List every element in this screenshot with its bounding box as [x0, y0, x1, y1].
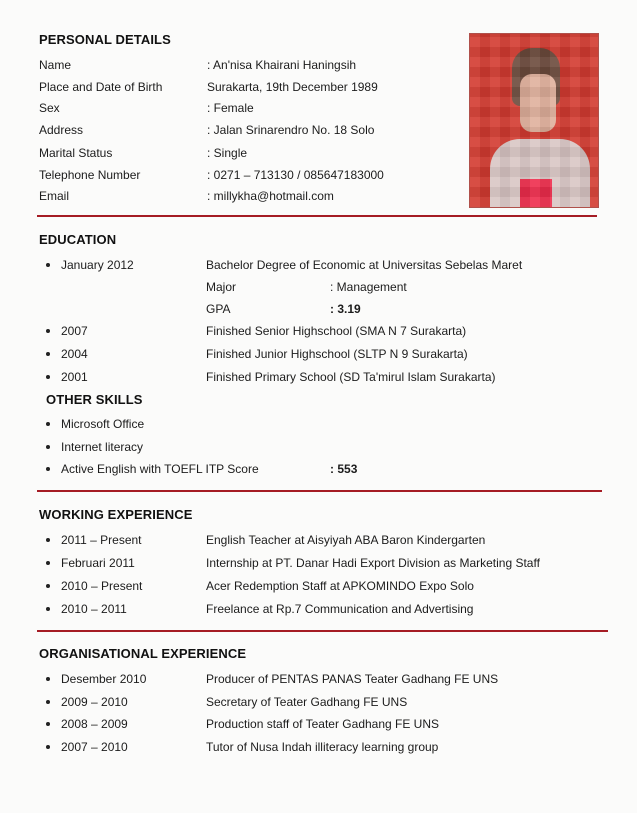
education-date: 2004 [61, 347, 88, 361]
organisational-experience-heading: ORGANISATIONAL EXPERIENCE [39, 646, 247, 661]
skill-item: Active English with TOEFL ITP Score [61, 462, 259, 476]
email-value: : millykha@hotmail.com [207, 189, 334, 203]
education-desc: Finished Junior Highschool (SLTP N 9 Surakarta) [206, 347, 468, 361]
personal-details-heading: PERSONAL DETAILS [39, 32, 171, 47]
sex-value: : Female [207, 101, 254, 115]
bullet [46, 538, 50, 542]
bullet [46, 722, 50, 726]
org-desc: Producer of PENTAS PANAS Teater Gadhang FE UNS [206, 672, 499, 686]
major-label: Major [206, 280, 237, 294]
education-desc: Finished Primary School (SD Ta'mirul Islam Surakarta) [206, 370, 496, 384]
bullet [46, 329, 50, 333]
work-date: 2010 – Present [61, 579, 143, 593]
work-desc: Internship at PT. Danar Hadi Export Division as Marketing Staff [206, 556, 540, 570]
telephone-value: : 0271 – 713130 / 085647183000 [207, 168, 384, 182]
bullet [46, 584, 50, 588]
bullet [46, 700, 50, 704]
marital-label: Marital Status [39, 146, 113, 160]
major-value: : Management [330, 280, 407, 294]
org-desc: Secretary of Teater Gadhang FE UNS [206, 695, 408, 709]
work-date: 2011 – Present [61, 533, 142, 547]
skill-item: Microsoft Office [61, 417, 145, 431]
section-divider [37, 215, 597, 217]
sex-label: Sex [39, 101, 60, 115]
marital-value: : Single [207, 146, 248, 160]
education-date: 2001 [61, 370, 88, 384]
telephone-label: Telephone Number [39, 168, 141, 182]
bullet [46, 445, 50, 449]
section-divider [37, 630, 608, 632]
birth-label: Place and Date of Birth [39, 80, 163, 94]
bullet [46, 375, 50, 379]
email-label: Email [39, 189, 70, 203]
gpa-value: : 3.19 [330, 302, 361, 316]
education-heading: EDUCATION [39, 232, 117, 247]
education-desc: Bachelor Degree of Economic at Universitas Sebelas Maret [206, 258, 523, 272]
bullet [46, 422, 50, 426]
bullet [46, 607, 50, 611]
address-value: : Jalan Srinarendro No. 18 Solo [207, 123, 375, 137]
org-date: 2007 – 2010 [61, 740, 128, 754]
name-value: : An'nisa Khairani Haningsih [207, 58, 357, 72]
work-desc: English Teacher at Aisyiyah ABA Baron Kindergarten [206, 533, 486, 547]
education-date: 2007 [61, 324, 88, 338]
bullet [46, 677, 50, 681]
work-desc: Acer Redemption Staff at APKOMINDO Expo Solo [206, 579, 474, 593]
work-desc: Freelance at Rp.7 Communication and Advertising [206, 602, 474, 616]
org-date: 2009 – 2010 [61, 695, 128, 709]
address-label: Address [39, 123, 84, 137]
working-experience-heading: WORKING EXPERIENCE [39, 507, 193, 522]
org-desc: Production staff of Teater Gadhang FE UNS [206, 717, 440, 731]
profile-photo [469, 33, 599, 208]
name-label: Name [39, 58, 72, 72]
org-date: Desember 2010 [61, 672, 147, 686]
other-skills-heading: OTHER SKILLS [46, 392, 143, 407]
bullet [46, 561, 50, 565]
work-date: Februari 2011 [61, 556, 135, 570]
education-desc: Finished Senior Highschool (SMA N 7 Surakarta) [206, 324, 467, 338]
work-date: 2010 – 2011 [61, 602, 127, 616]
bullet [46, 263, 50, 267]
birth-value: Surakarta, 19th December 1989 [207, 80, 378, 94]
org-desc: Tutor of Nusa Indah illiteracy learning group [206, 740, 439, 754]
bullet [46, 745, 50, 749]
bullet [46, 352, 50, 356]
skill-item: Internet literacy [61, 440, 144, 454]
gpa-label: GPA [206, 302, 231, 316]
org-date: 2008 – 2009 [61, 717, 128, 731]
bullet [46, 467, 50, 471]
toefl-score: : 553 [330, 462, 358, 476]
education-date: January 2012 [61, 258, 134, 272]
section-divider [37, 490, 602, 492]
